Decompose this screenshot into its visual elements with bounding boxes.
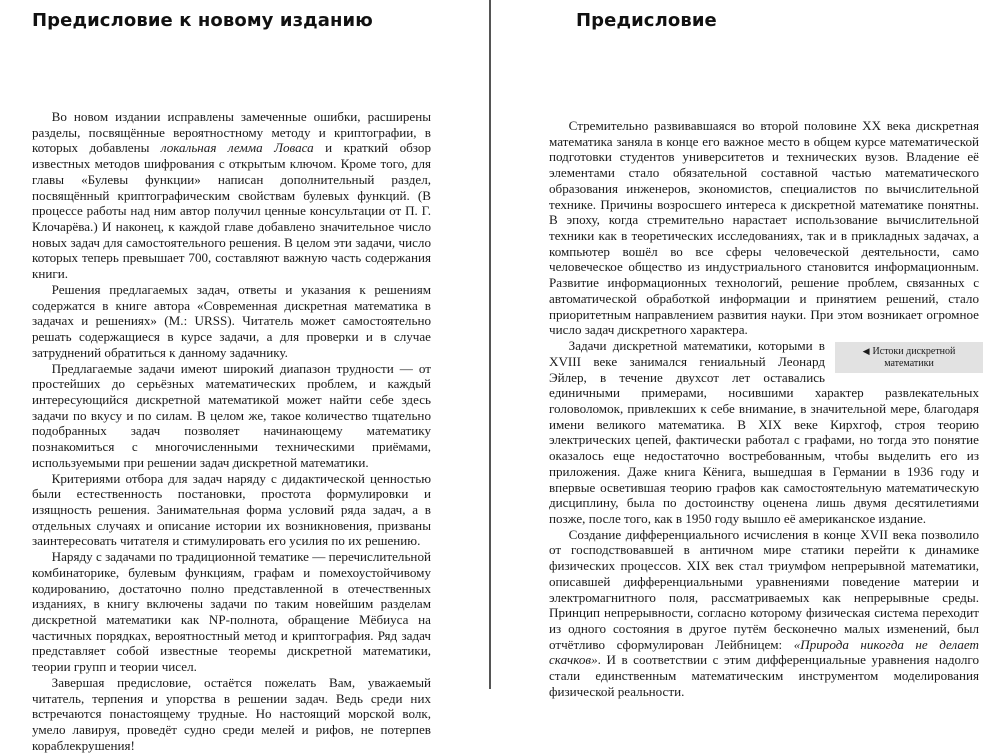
paragraph: Критериями отбора для задач наряду с дидактической ценностью были естественность постановки, простота формулировки и изящность решения. Занимательная форма условий ряда задач, а в отдельных случаях и описание истории их возникновения, призваны заинтересовать читателя и стимулировать его усилия по их решению. — [32, 470, 431, 549]
paragraph: Предлагаемые задачи имеют широкий диапазон трудности — от простейших до серьёзных математических проблем, и каждый интересующийся дискретной математикой может найти себе здесь задачи по вкусу и по силам. В целом же, такое количество тщательно подобранных задач позволяет начинающему математику познакомиться с многочисленными техническими приёмами, используемыми при решении задач дискретной математики. — [32, 360, 431, 470]
emphasis-quote: «Природа никогда не делает скачков» — [549, 636, 979, 668]
right-page — [492, 0, 980, 699]
paragraph: Стремительно развивавшаяся во второй половине XX века дискретная математика заняла в конце его важное место в общем курсе математической подготовки студентов университетов и технических вузов. Владение её элементами стало обязательной составной частью математического образования инженеров, экономистов, специалистов по вычислительной технике. Причины возросшего интереса к дискретной математике понятны. В эпоху, когда стремительно нарастает использование вычислительной техники как в теоретических исследованиях, так и в прикладных задачах, а компьютер вошёл во все сферы человеческой деятельности, само человеческое общество из индустриального становится информационным. Развитие информационных технологий, решение проблем, связанных с автоматической обработкой информации и принятием решений, стало приоритетным направлением развития науки. При этом возникает огромное число задач дискретного характера. — [549, 118, 979, 338]
paragraph: Завершая предисловие, остаётся пожелать Вам, уважаемый читатель, терпения и упорства в решении задач. Ведь среди них встречаются понастоящему трудные. Но настоящий морской волк, умело лавируя, проведёт судно среди мелей и рифов, не потерпев кораблекрушения! — [32, 674, 431, 753]
emphasis: локальная лемма Ловаса — [160, 140, 314, 156]
left-page — [0, 0, 488, 753]
page-title-preface: Предисловие — [576, 10, 717, 31]
paragraph: Наряду с задачами по традиционной тематике — перечислительной комбинаторике, булевым функциям, графам и помехоустойчивому кодированию, достаточно полно представленной в отечественных изданиях, в книгу включены задачи по таким новейшим разделам дискретной математики как NP-полнота, обращение Мёбиуса на частичных порядках, вероятностный метод и криптография. Ряд задач представляет собой известные теоремы дискретной математики, теории групп и теории чисел. — [32, 549, 431, 675]
paragraph: Создание дифференциального исчисления в конце XVII века позволило от господствовавшей в античном мире статики перейти к динамике физических процессов. XIX век стал триумфом непрерывной математики, описавшей дифференциальными уравнениями поведение материи и электромагнитного поля, рассматриваемых как непрерывные среды. Принцип непрерывности, согласно которому физическая система переходит из одного состояния в другое путём бесконечно малых изменений, был отчётливо сформулирован Лейбницем: «Природа никогда не делает скачков». И в соответствии с этим дифференциальные уравнения надолго стали единственным математическим инструментом моделирования физической реальности. — [549, 526, 979, 699]
margin-note: ◀ Истоки дискретной математики — [835, 342, 983, 373]
pointer-left-icon: ◀ — [862, 346, 870, 357]
right-body-text — [549, 118, 979, 700]
paragraph: Во новом издании исправлены замеченные ошибки, расширены разделы, посвящённые вероятностному методу и криптографии, в которых добавлены локальная лемма Ловаса и краткий обзор известных методов шифрования с открытым ключом. Кроме того, для главы «Булевы функции» написан дополнительный раздел, посвящённый криптографическим свойствам булевых функций. (В процессе работы над ним автор получил ценные консультации от П. Г. Клочарёва.) И наконец, к каждой главе добавлено значительное число новых задач для самостоятельного решения. В целом эти задачи, число которых теперь превышает 700, составляют важную часть содержания книги. — [32, 109, 431, 282]
paragraph: ◀ Истоки дискретной математики Задачи дискретной математики, которыми в XVIII веке занимался гениальный Леонард Эйлер, в течение двухсот лет оставались единичными примерами, носившими характер развлекательных головоломок, привлекших к себе внимание, в значительной мере, благодаря имени великого математика. В XIX веке Кирхгоф, строя теорию электрических цепей, фактически работал с графами, но тогда это понятие оказалось еще недостаточно востребованным, чтобы выделить его из приложения. Даже книга Кёнига, вышедшая в Германии в 1936 году и впервые осветившая теорию графов как самостоятельную математическую дисциплину, была по достоинству оценена лишь двумя десятилетиями позже, после того, как в 1950 году вышло её американское издание. — [549, 338, 979, 527]
page-divider — [489, 0, 491, 689]
page-title-new-edition-preface: Предисловие к новому изданию — [32, 10, 373, 31]
left-body-text — [32, 109, 431, 753]
paragraph: Решения предлагаемых задач, ответы и указания к решениям содержатся в книге автора «Современная дискретная математика в задачах и решениях» (М.: URSS). Читатель может самостоятельно решать содержащиеся в курсе задачи, а для проверки и в случае затруднений обратиться к данному задачнику. — [32, 281, 431, 360]
